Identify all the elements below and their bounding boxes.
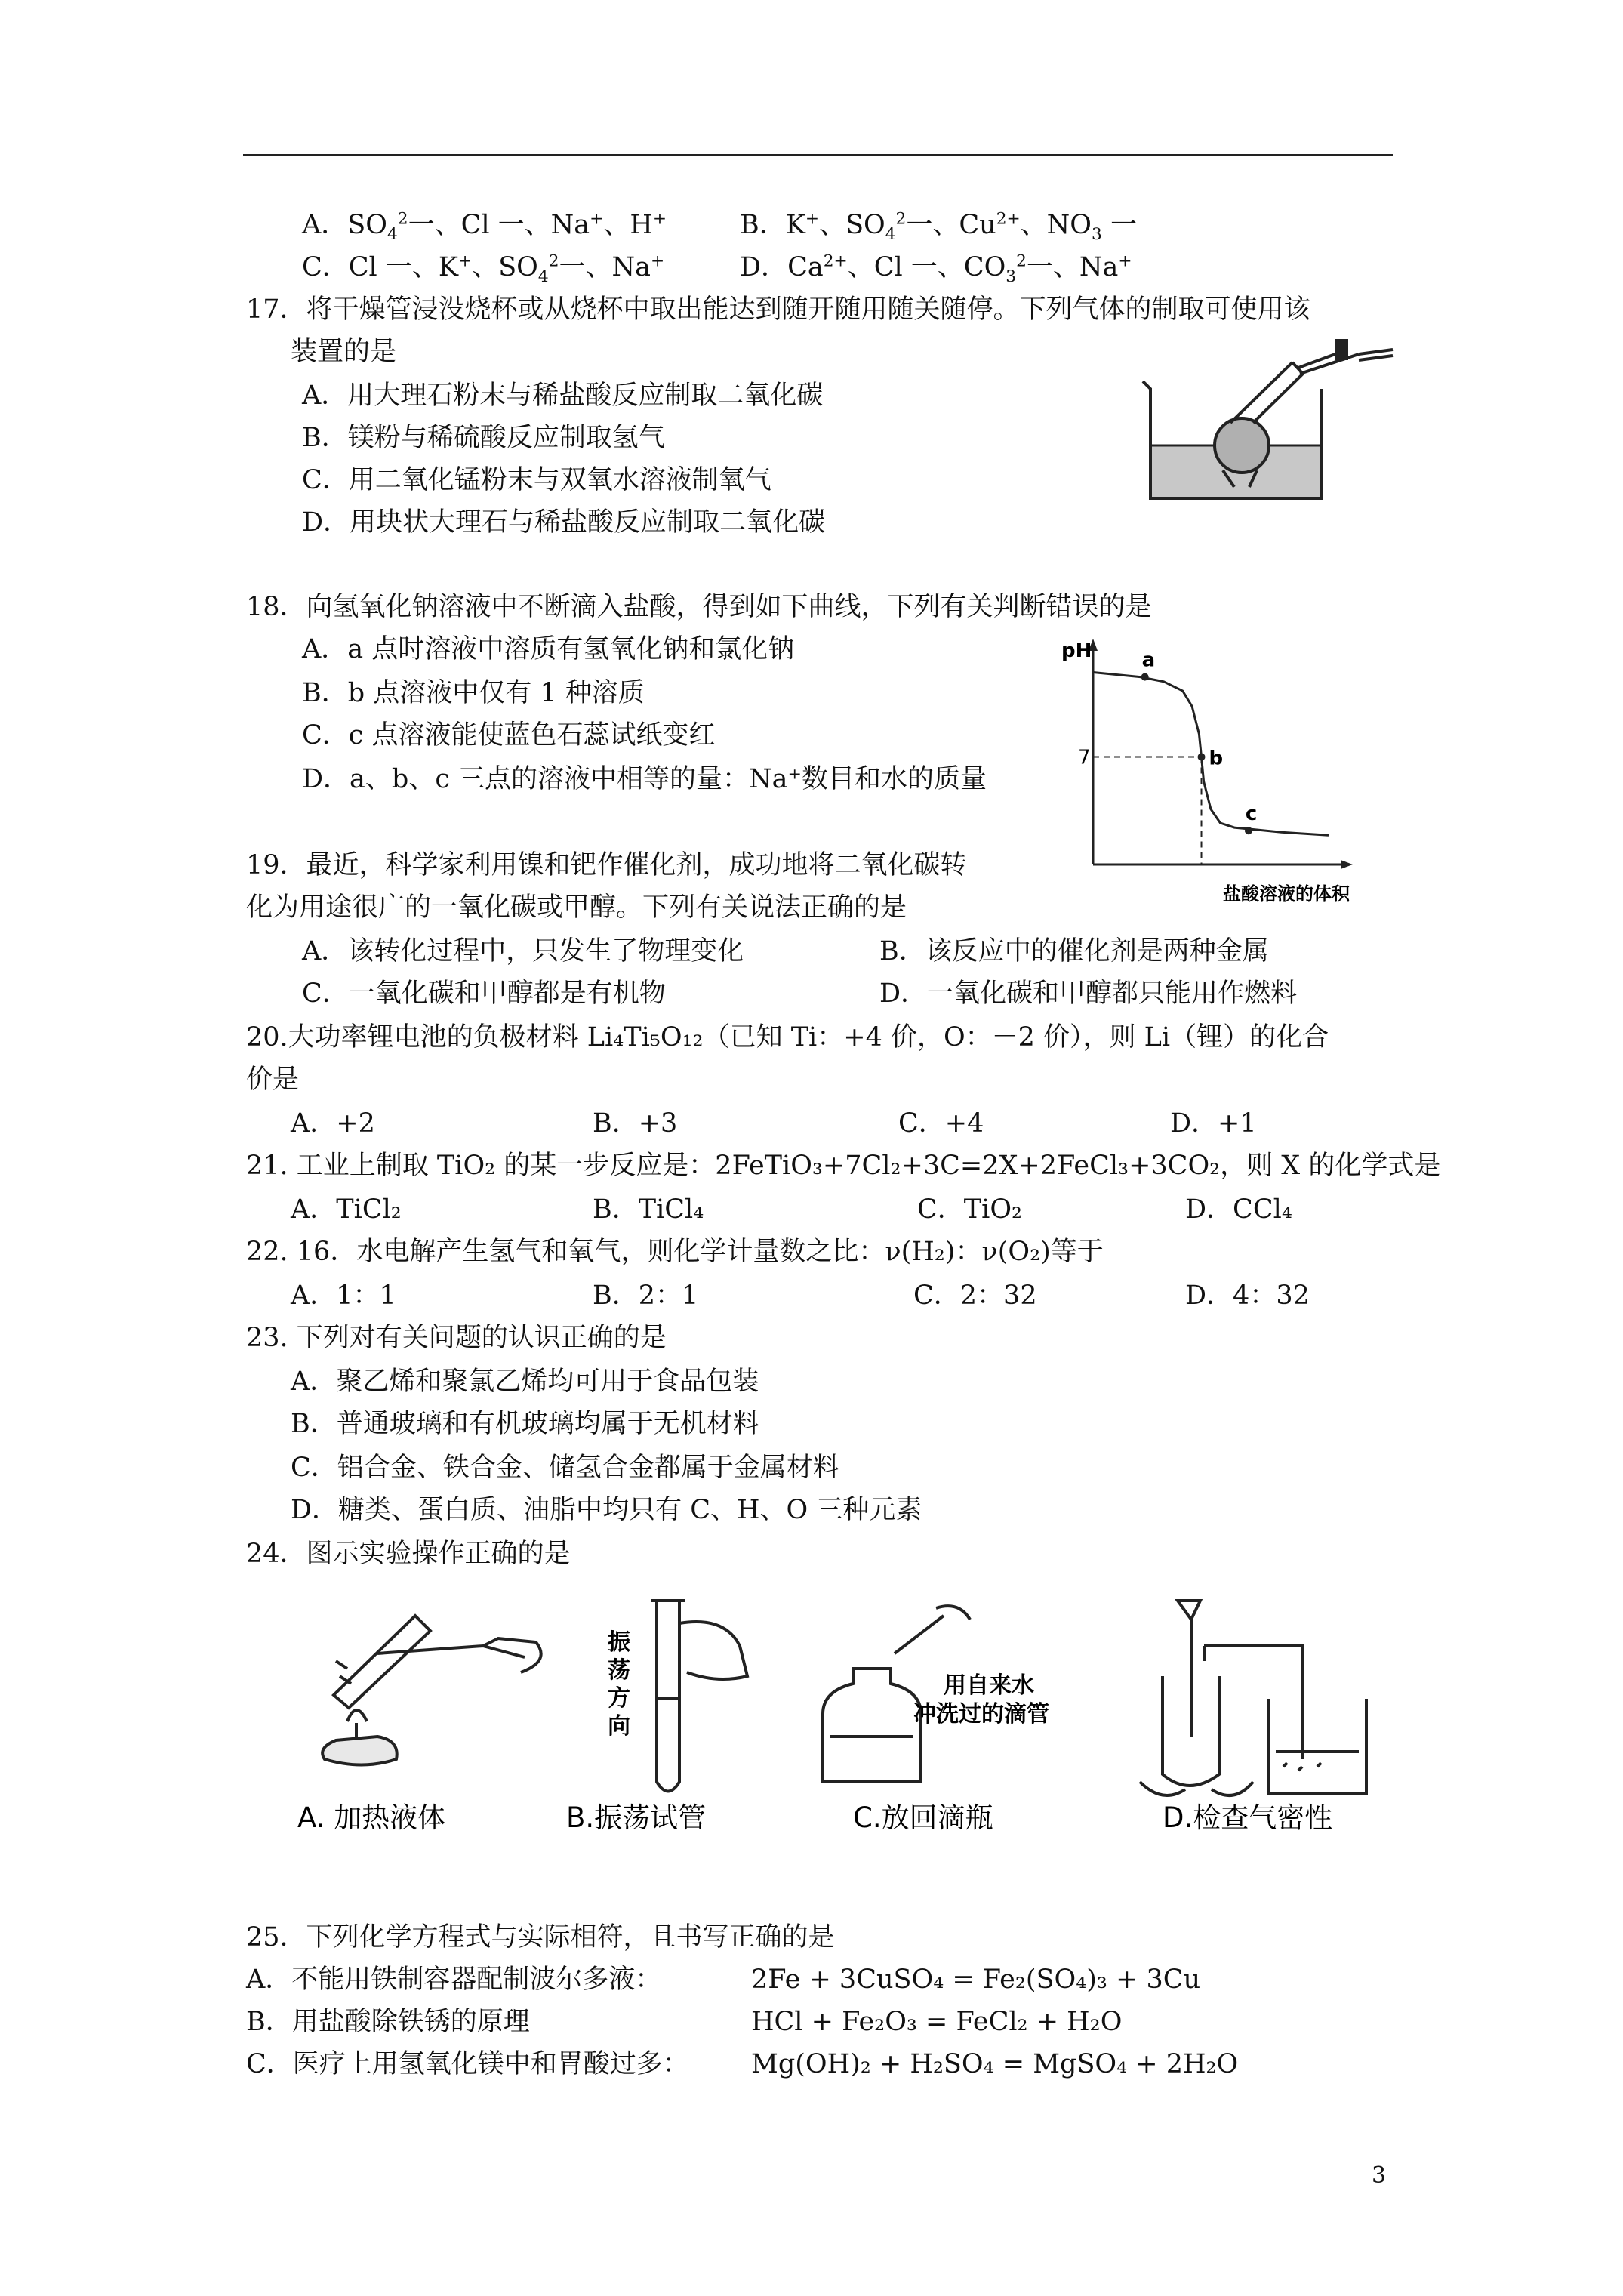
- q25-row-c-eq: Mg(OH)₂ + H₂SO₄ = MgSO₄ + 2H₂O: [751, 2049, 1239, 2079]
- q19-option-a: A．该转化过程中，只发生了物理变化: [302, 936, 744, 966]
- q17-stem-line1: 17．将干燥管浸没烧杯或从烧杯中取出能达到随开随用随关随停。下列气体的制取可使用该: [246, 294, 1310, 325]
- point-a: [1141, 673, 1149, 681]
- q20-stem-line2: 价是: [246, 1065, 300, 1095]
- caption-c: C.放回滴瓶: [853, 1801, 993, 1834]
- y-tick-7: 7: [1078, 746, 1091, 769]
- airtightness-check-icon: [1140, 1601, 1366, 1795]
- ph-titration-chart: [1057, 634, 1404, 914]
- q22-option-b: B．2：1: [593, 1281, 699, 1311]
- q25-row-c-desc: C．医疗上用氢氧化镁中和胃酸过多：: [246, 2049, 689, 2079]
- q18-option-c: C．c 点溶液能使蓝色石蕊试纸变红: [302, 720, 716, 750]
- q20-option-c: C．+4: [898, 1108, 984, 1139]
- x-axis-label: 盐酸溶液的体积: [1223, 883, 1350, 905]
- q23-option-a: A．聚乙烯和聚氯乙烯均可用于食品包装: [291, 1367, 759, 1397]
- q17-option-d: D．用块状大理石与稀盐酸反应制取二氧化碳: [302, 507, 826, 538]
- q21-option-d: D．CCl₄: [1185, 1194, 1292, 1225]
- q24-stem: 24．图示实验操作正确的是: [246, 1539, 571, 1569]
- q19-option-d: D．一氧化碳和甲醇都只能用作燃料: [879, 978, 1298, 1009]
- q22-option-c: C．2：32: [913, 1281, 1037, 1311]
- test-tube-shaking-icon: [651, 1601, 747, 1792]
- q22-option-a: A．1：1: [291, 1281, 396, 1311]
- caption-b: B.振荡试管: [566, 1801, 707, 1834]
- q21-option-c: C．TiO₂: [917, 1194, 1023, 1225]
- q23-option-b: B．普通玻璃和有机玻璃均属于无机材料: [291, 1409, 759, 1439]
- figure-b-text-4: 向: [608, 1713, 630, 1740]
- q19-option-b: B．该反应中的催化剂是两种金属: [879, 936, 1269, 966]
- q25-row-b-eq: HCl + Fe₂O₃ = FeCl₂ + H₂O: [751, 2007, 1123, 2037]
- q16-option-label: D．: [740, 252, 788, 282]
- q23-option-c: C．铝合金、铁合金、储氢合金都属于金属材料: [291, 1453, 839, 1483]
- q16-option-label: C．: [302, 252, 349, 282]
- header-rule: [243, 154, 1393, 156]
- q17-option-a: A．用大理石粉末与稀盐酸反应制取二氧化碳: [302, 381, 824, 411]
- q20-stem-line1: 20.大功率锂电池的负极材料 Li₄Ti₅O₁₂（已知 Ti：+4 价，O：－2 价），则 Li（锂）的化合: [246, 1022, 1329, 1052]
- point-b: [1198, 754, 1206, 761]
- q21-stem: 21. 工业上制取 TiO₂ 的某一步反应是：2FeTiO₃+7Cl₂+3C=2X+2FeCl₃+3CO₂，则 X 的化学式是: [246, 1151, 1441, 1181]
- figure-c-text-2: 冲洗过的滴管: [913, 1701, 1049, 1727]
- q16-option-ions: K+、$SO_4^2$一、$Cu^{2+}$、$NO_3$ 一: [785, 209, 1137, 244]
- q16-option-b: [740, 208, 1137, 242]
- q17-apparatus-figure: [1132, 336, 1404, 510]
- q20-option-a: A．+2: [291, 1108, 375, 1139]
- q22-option-d: D．4：32: [1185, 1281, 1310, 1311]
- q22-stem: 22. 16．水电解产生氢气和氧气，则化学计量数之比：ν(H₂)：ν(O₂)等于: [246, 1237, 1104, 1267]
- q25-stem: 25．下列化学方程式与实际相符，且书写正确的是: [246, 1922, 835, 1952]
- point-c: [1245, 827, 1252, 834]
- q19-stem-line2: 化为用途很广的一氧化碳或甲醇。下列有关说法正确的是: [246, 892, 907, 923]
- q18-option-b: B．b 点溶液中仅有 1 种溶质: [302, 678, 645, 708]
- y-axis-label: pH: [1061, 639, 1092, 662]
- q24-figures: [294, 1586, 1397, 1842]
- q16-option-label: A．: [302, 210, 348, 240]
- figure-b-text-2: 荡: [608, 1657, 630, 1684]
- figure-c-text-1: 用自来水: [944, 1672, 1034, 1699]
- q17-stem-line2: 装置的是: [291, 337, 397, 367]
- q19-option-c: C．一氧化碳和甲醇都是有机物: [302, 978, 666, 1009]
- q16-option-ions: $Ca^{2+}$、Cl 一、$CO_3^2$一、Na+: [787, 251, 1132, 286]
- point-label-a: a: [1141, 649, 1156, 672]
- q16-option-ions: Cl 一、K+、$SO_4^2$一、Na+: [348, 251, 665, 286]
- q17-option-b: B．镁粉与稀硫酸反应制取氢气: [302, 423, 665, 453]
- point-label-c: c: [1245, 803, 1258, 826]
- alcohol-lamp-heating-icon: [322, 1616, 541, 1765]
- q25-row-a-eq: 2Fe + 3CuSO₄ = Fe₂(SO₄)₃ + 3Cu: [751, 1965, 1201, 1995]
- caption-a: A. 加热液体: [297, 1801, 446, 1834]
- q25-row-b-desc: B．用盐酸除铁锈的原理: [246, 2007, 530, 2037]
- q20-option-d: D．+1: [1170, 1108, 1257, 1139]
- q23-option-d: D．糖类、蛋白质、油脂中均只有 C、H、O 三种元素: [291, 1495, 922, 1525]
- q16-option-c: [302, 251, 664, 284]
- x-axis-arrow: [1341, 860, 1353, 869]
- q16-option-ions: $SO_4^2$一、Cl 一、Na+、H+: [347, 209, 667, 244]
- point-label-b: b: [1209, 747, 1224, 770]
- q16-option-label: B．: [740, 210, 786, 240]
- q25-row-a-desc: A．不能用铁制容器配制波尔多液：: [246, 1965, 662, 1995]
- q23-stem: 23. 下列对有关问题的认识正确的是: [246, 1323, 667, 1353]
- figure-b-text-1: 振: [608, 1629, 630, 1656]
- q16-option-d: [740, 251, 1132, 284]
- q19-stem-line1: 19．最近，科学家利用镍和钯作催化剂，成功地将二氧化碳转: [246, 850, 967, 880]
- page-number: 3: [1372, 2162, 1387, 2189]
- q16-option-a: [302, 208, 667, 242]
- q18-option-a: A．a 点时溶液中溶质有氢氧化钠和氯化钠: [302, 634, 795, 664]
- q20-option-b: B．+3: [593, 1108, 678, 1139]
- q21-option-a: A．TiCl₂: [291, 1194, 402, 1225]
- caption-d: D.检查气密性: [1163, 1801, 1333, 1834]
- q18-stem: 18．向氢氧化钠溶液中不断滴入盐酸，得到如下曲线，下列有关判断错误的是: [246, 592, 1152, 622]
- q17-option-c: C．用二氧化锰粉末与双氧水溶液制氧气: [302, 465, 771, 495]
- q18-option-d: D．a、b、c 三点的溶液中相等的量：Na⁺数目和水的质量: [302, 764, 987, 794]
- figure-b-text-3: 方: [608, 1685, 630, 1712]
- q21-option-b: B．TiCl₄: [593, 1194, 704, 1225]
